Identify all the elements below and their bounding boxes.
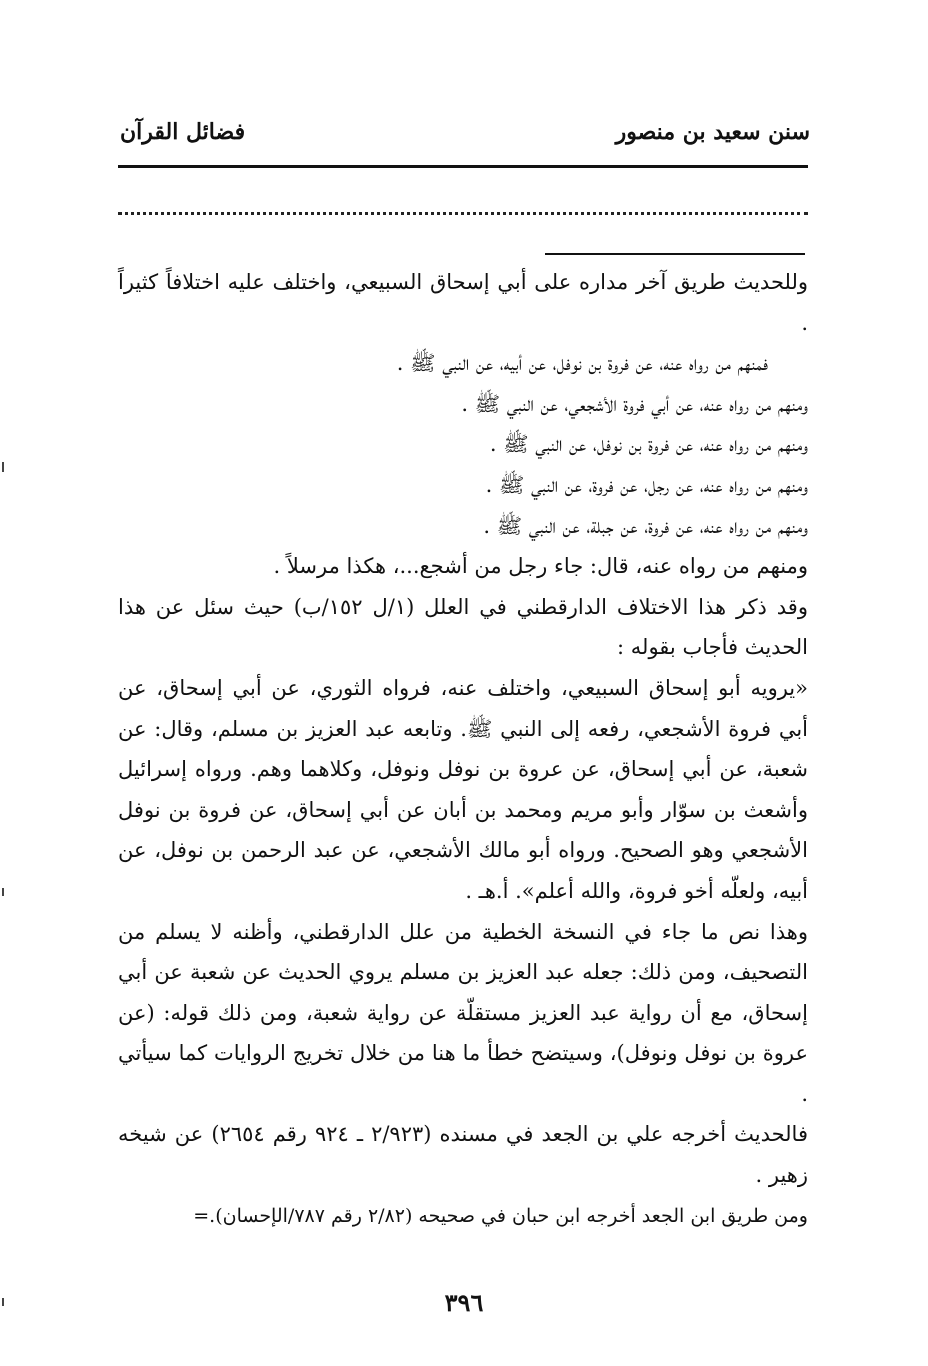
header-rule <box>118 165 808 168</box>
chapter-title: فضائل القرآن <box>120 119 246 145</box>
paragraph: فمنهم من رواه عنه، عن فروة بن نوفل، عن أبيه، عن النبي ﷺ . <box>396 351 768 376</box>
footnote-rule <box>545 253 805 255</box>
paragraph: وهذا نص ما جاء في النسخة الخطية من علل الدارقطني، وأظنه لا يسلم من التصحيف، ومن ذلك: جعله عبد العزيز بن مسلم يروي الحديث عن شعبة عن أبي إسحاق، مع أن رواية عبد العزيز مستقلّة عن رواية شعبة، ومن ذلك قوله: (عن عروة بن نوفل ونوفل)، وسيتضح خطأ ما هنا من خلال تخريج الروايات كما سيأتي . <box>118 919 808 1106</box>
running-header <box>120 112 810 152</box>
scan-edge-mark <box>2 1298 4 1306</box>
quotation-paragraph: «يرويه أبو إسحاق السبيعي، واختلف عنه، فرواه الثوري، عن أبي إسحاق، عن أبي فروة الأشجعي، رفعه إلى النبي ﷺ. وتابعه عبد العزيز بن مسلم، وقال: عن شعبة، عن أبي إسحاق، عن عروة بن نوفل ونوفل، وكلاهما وهم. ورواه إسرائيل وأشعث بن سوّار وأبو مريم ومحمد بن أبان عن أبي إسحاق، عن فروة بن نوفل الأشجعي وهو الصحيح. ورواه أبو مالك الأشجعي، عن عبد الرحمن بن نوفل، عن أبيه، ولعلّه أخو فروة، والله أعلم». أ.هـ . <box>118 675 808 903</box>
scan-edge-mark <box>2 462 4 472</box>
paragraph: وللحديث طريق آخر مداره على أبي إسحاق السبيعي، واختلف عليه اختلافاً كثيراً . <box>118 270 808 335</box>
paragraph: ومنهم من رواه عنه، عن أبي فروة الأشجعي، عن النبي ﷺ . <box>461 391 808 416</box>
paragraph: ومن طريق ابن الجعد أخرجه ابن حبان في صحيحه (٢/٨٢ رقم ٧٨٧/الإحسان).= <box>193 1204 808 1227</box>
book-title: سنن سعيد بن منصور <box>615 119 810 145</box>
paragraph: ومنهم من رواه عنه، عن رجل، عن فروة، عن النبي ﷺ . <box>485 472 808 497</box>
paragraph: فالحديث أخرجه علي بن الجعد في مسنده (٢/٩٢٣ ـ ٩٢٤ رقم ٢٦٥٤) عن شيخه زهير . <box>118 1122 808 1188</box>
page-number: ٣٩٦ <box>444 1288 484 1317</box>
paragraph: ومنهم من رواه عنه، قال: جاء رجل من أشجع...، هكذا مرسلاً . <box>273 554 808 579</box>
footnote-text <box>118 262 808 1236</box>
paragraph: ومنهم من رواه عنه، عن فروة، عن جبلة، عن النبي ﷺ . <box>483 513 808 538</box>
paragraph: ومنهم من رواه عنه، عن فروة بن نوفل، عن النبي ﷺ . <box>489 432 808 457</box>
dotted-separator <box>118 212 808 215</box>
paragraph: وقد ذكر هذا الاختلاف الدارقطني في العلل (١/ل ١٥٢/ب) حيث سئل عن هذا الحديث فأجاب بقوله : <box>118 594 808 660</box>
scan-edge-mark <box>2 888 4 896</box>
